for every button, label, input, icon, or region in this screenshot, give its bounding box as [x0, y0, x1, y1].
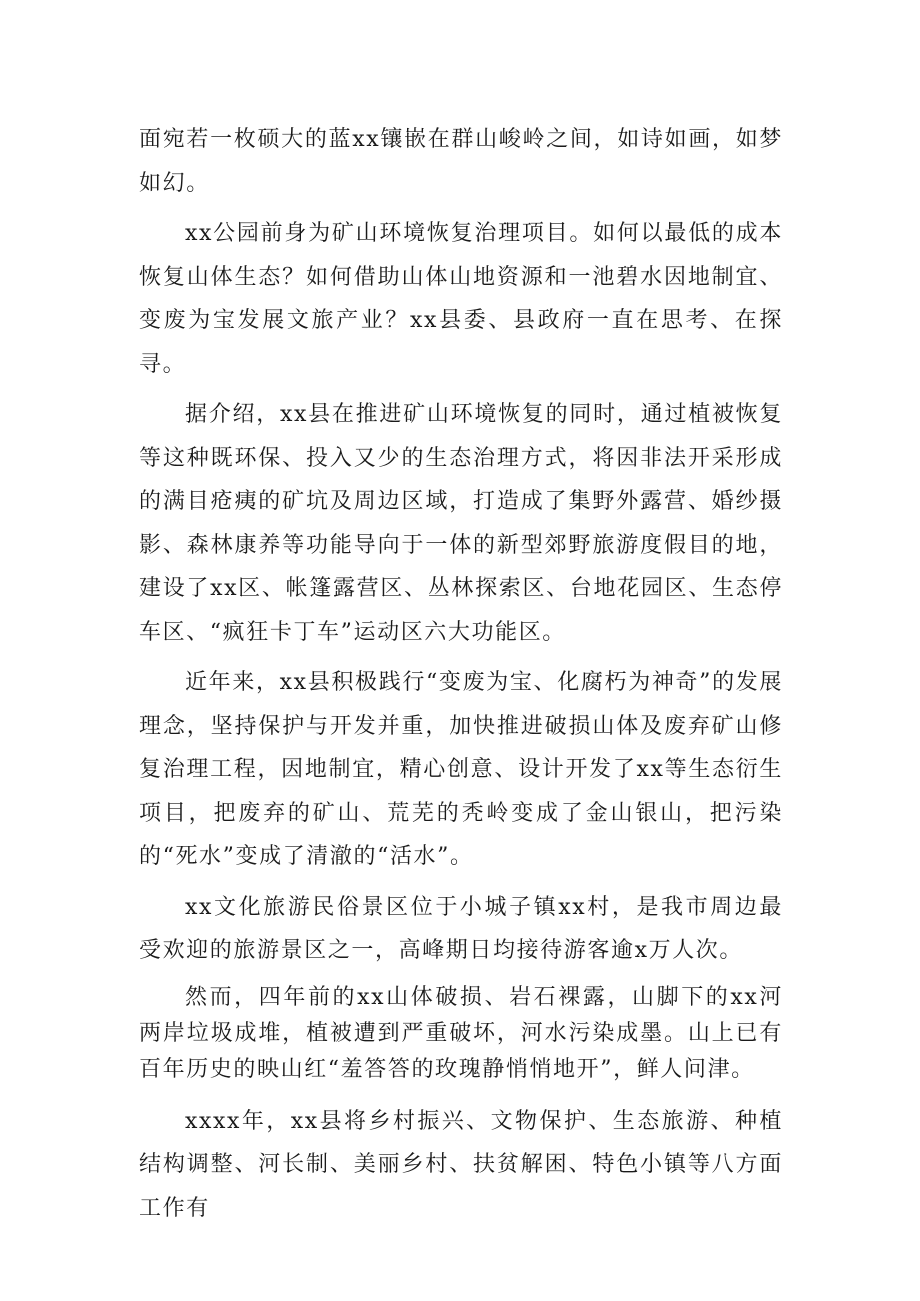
paragraph-1: 面宛若一枚硕大的蓝xx镶嵌在群山峻岭之间，如诗如画，如梦如幻。	[139, 127, 783, 196]
document-body	[139, 118, 783, 1237]
paragraph-2: xx公园前身为矿山环境恢复治理项目。如何以最低的成本恢复山体生态？如何借助山体山地资源和一池碧水因地制宜、变废为宝发展文旅产业？xx县委、县政府一直在思考、在探寻。	[139, 221, 783, 377]
paragraph-7: xxxx年，xx县将乡村振兴、文物保护、生态旅游、种植结构调整、河长制、美丽乡村、扶贫解困、特色小镇等八方面工作有	[139, 1108, 783, 1221]
paragraph-3: 据介绍，xx县在推进矿山环境恢复的同时，通过植被恢复等这种既环保、投入又少的生态治理方式，将因非法开采形成的满目疮痍的矿坑及周边区域，打造成了集野外露营、婚纱摄影、森林康养等功能导向于一体的新型郊野旅游度假目的地，建设了xx区、帐篷露营区、丛林探索区、台地花园区、生态停车区、“疯狂卡丁车”运动区六大功能区。	[139, 402, 783, 645]
paragraph-5: xx文化旅游民俗景区位于小城子镇xx村，是我市周边最受欢迎的旅游景区之一，高峰期日均接待游客逾x万人次。	[139, 894, 783, 963]
paragraph-6: 然而，四年前的xx山体破损、岩石裸露，山脚下的xx河两岸垃圾成堆，植被遭到严重破坏，河水污染成墨。山上已有百年历史的映山红“羞答答的玫瑰静悄悄地开”，鲜人问津。	[139, 984, 783, 1082]
paragraph-4: 近年来，xx县积极践行“变废为宝、化腐朽为神奇”的发展理念，坚持保护与开发并重，加快推进破损山体及废弃矿山修复治理工程，因地制宜，精心创意、设计开发了xx等生态衍生项目，把废弃的矿山、荒芜的秃岭变成了金山银山，把污染的“死水”变成了清澈的“活水”。	[139, 670, 783, 869]
